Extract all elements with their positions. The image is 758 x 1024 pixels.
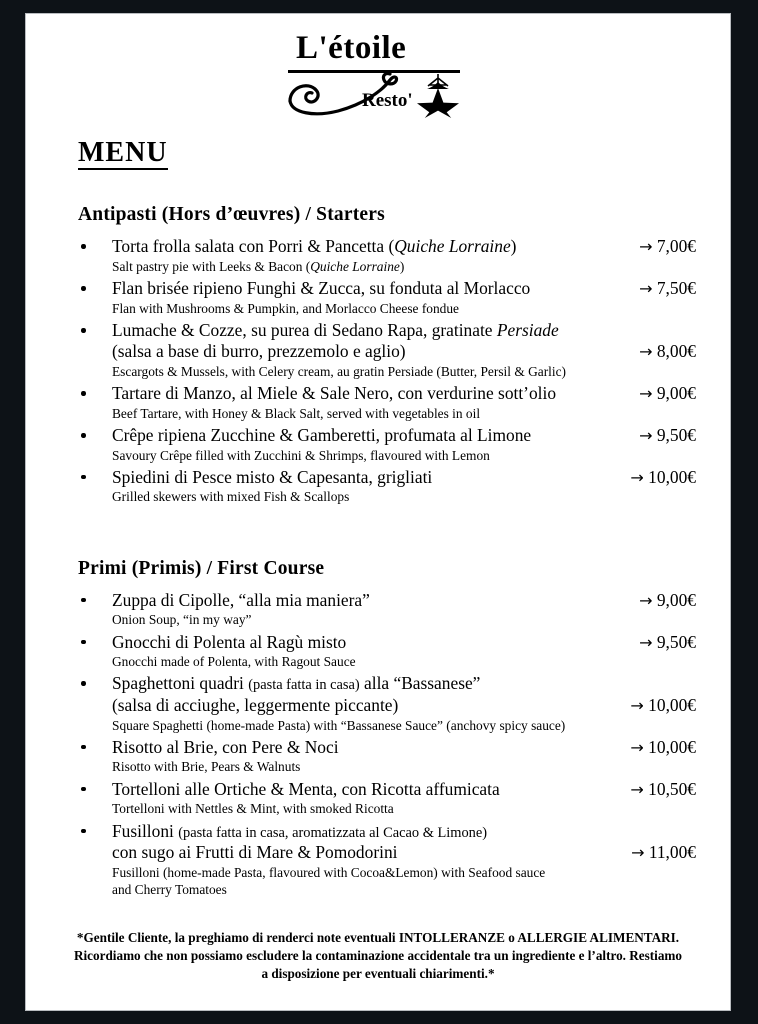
section-title-antipasti: Antipasti (Hors d’œuvres) / Starters xyxy=(78,204,385,226)
logo-title: L'étoile xyxy=(296,30,407,66)
menu-item-row xyxy=(112,737,696,758)
menu-item-row-continued xyxy=(112,695,696,716)
bullet-icon xyxy=(81,391,86,396)
menu-item-name: Tortelloni alle Ortiche & Menta, con Ricotta affumicata xyxy=(112,778,500,799)
menu-item-list-primi xyxy=(26,590,730,899)
menu-item-row xyxy=(112,632,696,653)
menu-item xyxy=(26,673,730,734)
menu-item-price: → 10,00€ xyxy=(630,736,696,757)
menu-item-name-line2: con sugo ai Frutti di Mare & Pomodorini xyxy=(112,842,398,863)
menu-item-name: Tartare di Manzo, al Miele & Sale Nero, con verdurine sott’olio xyxy=(112,383,557,404)
menu-item-description: Savoury Crêpe filled with Zucchini & Shrimps, flavoured with Lemon xyxy=(112,447,490,463)
arrow-icon: → xyxy=(630,696,644,716)
menu-item-row xyxy=(112,320,696,341)
menu-item-name: Spiedini di Pesce misto & Capesanta, grigliati xyxy=(112,466,433,487)
arrow-icon: → xyxy=(639,384,653,404)
menu-item-price: → 7,00€ xyxy=(639,236,696,257)
bullet-icon xyxy=(81,598,86,603)
menu-item xyxy=(26,236,730,275)
page-title: MENU xyxy=(78,138,168,170)
menu-item-price: → 9,50€ xyxy=(639,631,696,652)
bullet-icon xyxy=(81,681,86,686)
menu-item xyxy=(26,383,730,422)
menu-item-row xyxy=(112,425,696,446)
menu-item-price: → 8,00€ xyxy=(639,341,696,362)
menu-item-row xyxy=(112,673,696,695)
arrow-icon: → xyxy=(630,779,644,799)
menu-item-list-antipasti xyxy=(26,236,730,505)
menu-item-description: Escargots & Mussels, with Celery cream, au gratin Persiade (Butter, Persil & Garlic) xyxy=(112,363,567,379)
allergen-disclaimer: *Gentile Cliente, la preghiamo di renderci note eventuali INTOLLERANZE o ALLERGIE ALIMENTARI. Ricordiamo che non possiamo escludere la contaminazione accidentale tra un ingrediente e l’altro. Restiamo a disposizione per eventuali chiarimenti.* xyxy=(73,929,683,981)
arrow-icon: → xyxy=(630,737,644,757)
arrow-icon: → xyxy=(639,632,653,652)
menu-item-price: → 9,00€ xyxy=(639,589,696,610)
menu-page xyxy=(26,14,730,1010)
menu-item-name: Crêpe ripiena Zucchine & Gamberetti, profumata al Limone xyxy=(112,425,532,446)
section-title-primi: Primi (Primis) / First Course xyxy=(78,557,325,579)
menu-item-description: Fusilloni (home-made Pasta, flavoured with Cocoa&Lemon) with Seafood sauce and Cherry Tomatoes xyxy=(112,864,546,898)
arrow-icon: → xyxy=(639,342,653,362)
arrow-icon: → xyxy=(639,237,653,257)
menu-item xyxy=(26,821,730,899)
menu-item xyxy=(26,425,730,464)
menu-item-name: Lumache & Cozze, su purea di Sedano Rapa, gratinate Persiade xyxy=(112,320,559,341)
menu-item-description: Flan with Mushrooms & Pumpkin, and Morlacco Cheese fondue xyxy=(112,300,459,316)
bullet-icon xyxy=(81,244,86,249)
menu-item-row xyxy=(112,590,696,611)
menu-item-row xyxy=(112,236,696,257)
menu-item-name: Spaghettoni quadri (pasta fatta in casa) alla “Bassanese” xyxy=(112,673,481,694)
menu-item-name: Flan brisée ripieno Funghi & Zucca, su fonduta al Morlacco xyxy=(112,278,531,299)
menu-item-row xyxy=(112,278,696,299)
bullet-icon xyxy=(81,745,86,750)
menu-item-row xyxy=(112,779,696,800)
menu-item-price: → 11,00€ xyxy=(631,842,696,863)
menu-item xyxy=(26,632,730,671)
arrow-icon: → xyxy=(639,426,653,446)
arrow-icon: → xyxy=(631,843,645,863)
menu-item-name: Gnocchi di Polenta al Ragù misto xyxy=(112,631,347,652)
bullet-icon xyxy=(81,787,86,792)
menu-item-description: Onion Soup, “in my way” xyxy=(112,612,252,628)
bullet-icon xyxy=(81,433,86,438)
menu-item-row-continued xyxy=(112,341,696,362)
bullet-icon xyxy=(81,829,86,834)
bullet-icon xyxy=(81,475,86,480)
menu-item-description: Gnocchi made of Polenta, with Ragout Sauce xyxy=(112,654,356,669)
menu-item-name-line2: (salsa a base di burro, prezzemolo e aglio) xyxy=(112,341,406,362)
menu-item-description: Tortelloni with Nettles & Mint, with smoked Ricotta xyxy=(112,801,394,817)
menu-item-name: Fusilloni (pasta fatta in casa, aromatizzata al Cacao & Limone) xyxy=(112,820,488,841)
menu-item-name: Zuppa di Cipolle, “alla mia maniera” xyxy=(112,589,370,610)
menu-item-name: Torta frolla salata con Porri & Pancetta (Quiche Lorraine) xyxy=(112,236,517,257)
menu-item-description: Salt pastry pie with Leeks & Bacon (Quiche Lorraine) xyxy=(112,258,405,274)
star-icon xyxy=(414,72,462,120)
menu-item xyxy=(26,278,730,317)
menu-item-price: → 10,50€ xyxy=(630,778,696,799)
arrow-icon: → xyxy=(639,590,653,610)
menu-item-price: → 9,50€ xyxy=(639,425,696,446)
menu-item-price: → 10,00€ xyxy=(630,695,696,716)
menu-item-description: Square Spaghetti (home-made Pasta) with “Bassanese Sauce” (anchovy spicy sauce) xyxy=(112,717,566,733)
menu-item xyxy=(26,779,730,818)
arrow-icon: → xyxy=(630,467,644,487)
menu-sections xyxy=(26,204,730,898)
menu-item-row xyxy=(112,467,696,488)
menu-item-description: Grilled skewers with mixed Fish & Scallops xyxy=(112,489,350,505)
restaurant-logo xyxy=(26,14,730,122)
menu-item-row xyxy=(112,821,696,843)
menu-item-description: Beef Tartare, with Honey & Black Salt, served with vegetables in oil xyxy=(112,405,481,421)
menu-item-name: Risotto al Brie, con Pere & Noci xyxy=(112,736,339,757)
menu-item-row-continued xyxy=(112,842,696,863)
logo-box xyxy=(288,30,468,122)
menu-item-description: Risotto with Brie, Pears & Walnuts xyxy=(112,759,301,775)
logo-subtitle: Resto' xyxy=(362,90,413,111)
menu-item-price: → 7,50€ xyxy=(639,278,696,299)
menu-item-price: → 9,00€ xyxy=(639,383,696,404)
arrow-icon: → xyxy=(639,279,653,299)
bullet-icon xyxy=(81,286,86,291)
menu-item xyxy=(26,737,730,776)
menu-item-name-line2: (salsa di acciughe, leggermente piccante) xyxy=(112,695,399,716)
menu-item xyxy=(26,320,730,380)
menu-item xyxy=(26,590,730,629)
bullet-icon xyxy=(81,328,86,333)
menu-item-row xyxy=(112,383,696,404)
menu-item xyxy=(26,467,730,506)
menu-item-price: → 10,00€ xyxy=(630,466,696,487)
bullet-icon xyxy=(81,640,86,645)
